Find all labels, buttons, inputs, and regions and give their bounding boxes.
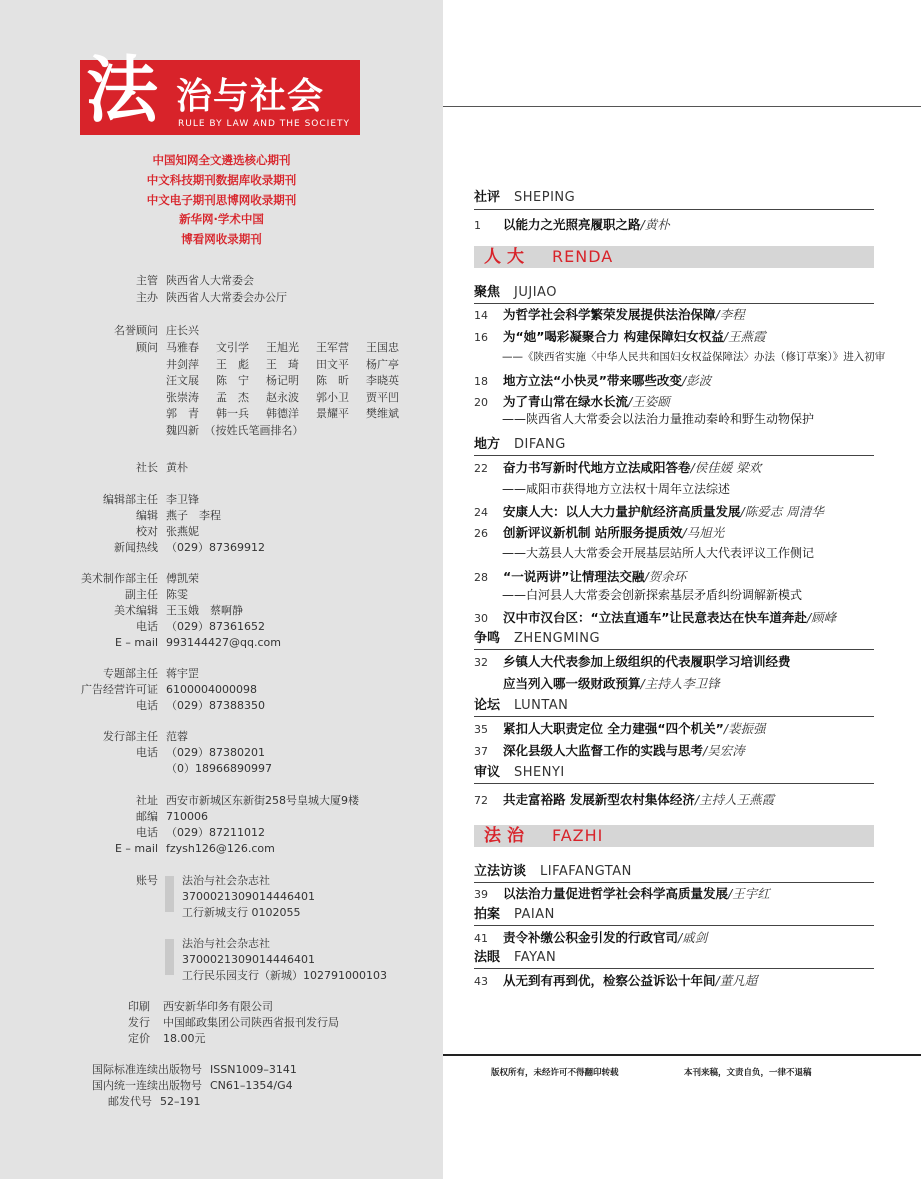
adviser-name: 李晓英 [366, 374, 399, 387]
adviser-name: 杨广亭 [366, 357, 399, 371]
toc-entry[interactable]: 35 紧扣人大职责定位 全力建强“四个机关”/裴振强 [474, 721, 766, 736]
label-cn: 国内统一连续出版物号 [92, 1079, 202, 1092]
adviser-name: 郭小卫 [316, 390, 349, 404]
toc-entry[interactable]: 22 奋力书写新时代地方立法咸阳答卷/侯佳媛 梁欢 [474, 460, 762, 475]
value-faxing: 中国邮政集团公司陕西省报刊发行局 [163, 1016, 339, 1029]
label-zhuanti-zhuren: 专题部主任 [103, 667, 158, 680]
value-cn: CN61–1354/G4 [210, 1079, 293, 1092]
adviser-name-last: 魏四新 （按姓氏笔画排名） [166, 423, 304, 437]
value-bianji: 燕子 李程 [166, 509, 221, 522]
label-zhuban: 主办 [136, 291, 158, 304]
value-youfa: 52–191 [160, 1095, 201, 1108]
category-jujiao: 聚焦 JUJIAO [474, 285, 557, 300]
category-sheping: 社评 SHEPING [474, 190, 576, 205]
label-fuzhuren: 副主任 [125, 588, 158, 601]
value-bianji-zhuren: 李卫锋 [166, 493, 199, 506]
value-zhuanti-dianhua: （029）87388350 [166, 699, 265, 712]
label-mingyu-guwen: 名誉顾问 [114, 324, 158, 337]
adviser-name: 陈 宁 [216, 374, 249, 387]
toc-entry[interactable]: 14 为哲学社会科学繁荣发展提供法治保障/李程 [474, 307, 745, 322]
account1-bank: 工行新城支行 0102055 [182, 906, 301, 919]
value-meishu-email: 993144427@qq.com [166, 636, 281, 649]
section-bar-renda: 人大 RENDA [474, 246, 874, 268]
value-meishu-zhuren: 傅凯荣 [166, 572, 199, 585]
indexing-line: 中文科技期刊数据库收录期刊 [146, 173, 297, 187]
submission-notice: 本刊来稿，文责自负，一律不退稿 [684, 1068, 812, 1078]
value-yinshua: 西安新华印务有限公司 [163, 1000, 273, 1013]
value-zhuguan: 陕西省人大常委会 [166, 274, 254, 287]
adviser-name: 郭 青 [166, 407, 199, 420]
value-mingyu-guwen: 庄长兴 [166, 324, 199, 337]
magazine-logo [80, 47, 360, 135]
value-rexian: （029）87369912 [166, 541, 265, 554]
adviser-name: 韩德洋 [266, 407, 299, 420]
label-jiaodui: 校对 [136, 525, 158, 538]
toc-entry-subtitle: ——白河县人大常委会创新探索基层矛盾纠纷调解新模式 [502, 588, 803, 602]
toc-entry[interactable]: 1 以能力之光照亮履职之路/黄朴 [474, 217, 670, 232]
account2-number: 3700021309014446401 [182, 953, 315, 966]
value-zhuban: 陕西省人大常委会办公厅 [166, 291, 287, 304]
value-she-dianhua: （029）87211012 [166, 826, 265, 839]
category-luntan: 论坛 LUNTAN [474, 698, 569, 713]
toc-entry[interactable]: 32 乡镇人大代表参加上级组织的代表履职学习培训经费 [474, 654, 791, 669]
indexing-line: 中文电子期刊思博网收录期刊 [146, 193, 297, 207]
category-rule [474, 303, 874, 304]
label-issn: 国际标准连续出版物号 [92, 1063, 202, 1076]
bank-stamp-graphic [165, 876, 174, 912]
category-shenyi: 审议 SHENYI [474, 765, 565, 780]
value-zhuanti-zhuren: 蒋宇罡 [166, 667, 199, 680]
toc-entry[interactable]: 26 创新评议新机制 站所服务提质效/马旭光 [474, 525, 725, 540]
toc-entry[interactable]: 37 深化县级人大监督工作的实践与思考/吴宏涛 [474, 743, 745, 758]
value-shezhi: 西安市新城区东新街258号皇城大厦9楼 [166, 794, 359, 807]
value-shezhang: 黄朴 [166, 461, 188, 474]
account2-bank: 工行民乐园支行（新城）102791000103 [182, 969, 387, 982]
category-lifafangtan: 立法访谈 LIFAFANGTAN [474, 864, 632, 879]
adviser-name: 杨记明 [266, 374, 299, 387]
toc-entry[interactable]: 30 汉中市汉台区：“立法直通车”让民意表达在快车道奔赴/顾峰 [474, 610, 837, 625]
category-zhengming: 争鸣 ZHENGMING [474, 631, 601, 646]
copyright-notice: 版权所有，未经许可不得翻印转载 [491, 1068, 619, 1078]
adviser-name: 汪文展 [166, 374, 199, 387]
adviser-name: 景耀平 [316, 407, 349, 420]
adviser-name: 王国忠 [366, 341, 399, 354]
adviser-names [166, 340, 416, 439]
category-rule [474, 925, 874, 926]
adviser-name: 文引学 [216, 341, 249, 354]
label-bianji-zhuren: 编辑部主任 [103, 493, 158, 506]
category-rule [474, 455, 874, 456]
indexing-line: 新华网·学术中国 [179, 212, 264, 226]
label-guanggao: 广告经营许可证 [81, 683, 158, 696]
section-bar-fazhi: 法治 FAZHI [474, 825, 874, 847]
toc-entry[interactable]: 18 地方立法“小快灵”带来哪些改变/彭波 [474, 373, 712, 388]
label-meishu-dianhua: 电话 [136, 620, 158, 633]
label-faxing: 发行 [128, 1016, 150, 1029]
value-she-email: fzysh126@126.com [166, 842, 275, 855]
toc-entry[interactable]: 39 以法治力量促进哲学社会科学高质量发展/王宇红 [474, 886, 770, 901]
label-zhuanti-dianhua: 电话 [136, 699, 158, 712]
label-meishu-email: E – mail [114, 636, 158, 649]
adviser-name: 马雅春 [166, 341, 199, 354]
logo-big-char: 法 [86, 47, 159, 132]
category-rule [474, 209, 874, 210]
toc-entry[interactable]: 24 安康人大：以人大力量护航经济高质量发展/陈爱志 周清华 [474, 504, 824, 519]
category-difang: 地方 DIFANG [474, 437, 566, 452]
value-issn: ISSN1009–3141 [210, 1063, 297, 1076]
toc-entry[interactable]: 72 共走富裕路 发展新型农村集体经济/主持人王燕霞 [474, 792, 775, 807]
account1-name: 法治与社会杂志社 [182, 874, 270, 887]
value-guanggao: 6100004000098 [166, 683, 257, 696]
label-faxing-dianhua: 电话 [136, 746, 158, 759]
toc-entry-subtitle: ——陕西省人大常委会以法治力量推动秦岭和野生动物保护 [502, 412, 815, 426]
value-meishu-dianhua: （029）87361652 [166, 620, 265, 633]
label-zhanghao: 账号 [136, 874, 158, 887]
category-paian: 拍案 PAIAN [474, 907, 555, 922]
category-fayan: 法眼 FAYAN [474, 950, 557, 965]
value-faxing-dianhua: （029）87380201 [166, 746, 265, 759]
adviser-name: 贾平凹 [366, 390, 399, 404]
logo-subtitle: RULE BY LAW AND THE SOCIETY [178, 119, 350, 129]
label-yinshua: 印刷 [128, 1000, 150, 1013]
label-rexian: 新闻热线 [114, 541, 158, 554]
adviser-name: 陈 昕 [316, 374, 349, 387]
adviser-name: 王旭光 [266, 341, 299, 354]
bank-stamp-graphic [165, 939, 174, 975]
toc-entry[interactable]: 43 从无到有再到优，检察公益诉讼十年间/董凡超 [474, 973, 758, 988]
adviser-name: 王军营 [316, 341, 349, 354]
adviser-name: 王 琦 [266, 357, 299, 371]
toc-entry-continuation: 应当列入哪一级财政预算/主持人李卫锋 [503, 676, 720, 691]
adviser-name: 赵永波 [266, 390, 299, 404]
toc-entry-subtitle: ——《陕西省实施〈中华人民共和国妇女权益保障法〉办法（修订草案）》进入初审 [502, 351, 886, 363]
label-shezhang: 社长 [136, 461, 158, 474]
account2-name: 法治与社会杂志社 [182, 937, 270, 950]
adviser-name: 韩一兵 [216, 407, 249, 420]
category-rule [474, 649, 874, 650]
toc-entry[interactable]: 28 “一说两讲”让情理法交融/贺余环 [474, 569, 687, 584]
category-rule [474, 783, 874, 784]
label-meishu-bianji: 美术编辑 [114, 604, 158, 617]
adviser-name: 田文平 [316, 357, 349, 371]
label-bianji: 编辑 [136, 509, 158, 522]
label-dingjia: 定价 [128, 1032, 150, 1045]
value-youbian: 710006 [166, 810, 208, 823]
value-jiaodui: 张燕妮 [166, 525, 199, 538]
label-youbian: 邮编 [136, 810, 158, 823]
label-guwen: 顾问 [136, 341, 158, 354]
value-dingjia: 18.00元 [163, 1032, 206, 1045]
top-rule [443, 106, 921, 107]
toc-entry[interactable]: 16 为“她”喝彩凝聚合力 构建保障妇女权益/王燕霞 [474, 329, 766, 344]
label-faxing-zhuren: 发行部主任 [103, 730, 158, 743]
label-she-dianhua: 电话 [136, 826, 158, 839]
label-zhuguan: 主管 [136, 274, 158, 287]
adviser-name: 樊维斌 [366, 407, 399, 420]
adviser-name: 张崇涛 [166, 390, 199, 404]
label-shezhi: 社址 [136, 794, 158, 807]
toc-entry[interactable]: 41 责令补缴公积金引发的行政官司/戚剑 [474, 930, 708, 945]
category-rule [474, 882, 874, 883]
bottom-rule [443, 1054, 921, 1056]
label-meishu-zhuren: 美术制作部主任 [81, 572, 158, 585]
toc-entry[interactable]: 20 为了青山常在绿水长流/王姿颐 [474, 394, 670, 409]
logo-title: 治与社会 [176, 76, 325, 117]
adviser-name: 井剑萍 [166, 357, 199, 371]
adviser-name: 孟 杰 [216, 390, 249, 404]
label-youfa: 邮发代号 [108, 1095, 152, 1108]
account1-number: 3700021309014446401 [182, 890, 315, 903]
value-faxing-zhuren: 范蓉 [166, 730, 188, 743]
category-rule [474, 968, 874, 969]
category-rule [474, 716, 874, 717]
toc-entry-subtitle: ——咸阳市获得地方立法权十周年立法综述 [502, 482, 731, 496]
value-meishu-bianji: 王玉娥 蔡啊静 [166, 604, 243, 617]
indexing-line: 中国知网全文遴选核心期刊 [152, 153, 291, 167]
indexing-line: 博看网收录期刊 [181, 232, 262, 246]
adviser-name: 王 彪 [216, 357, 249, 371]
toc-entry-subtitle: ——大荔县人大常委会开展基层站所人大代表评议工作侧记 [502, 546, 815, 560]
label-she-email: E – mail [114, 842, 158, 855]
value-fuzhuren: 陈雯 [166, 588, 188, 601]
value-faxing-dianhua-2: （0）18966890997 [166, 762, 272, 775]
